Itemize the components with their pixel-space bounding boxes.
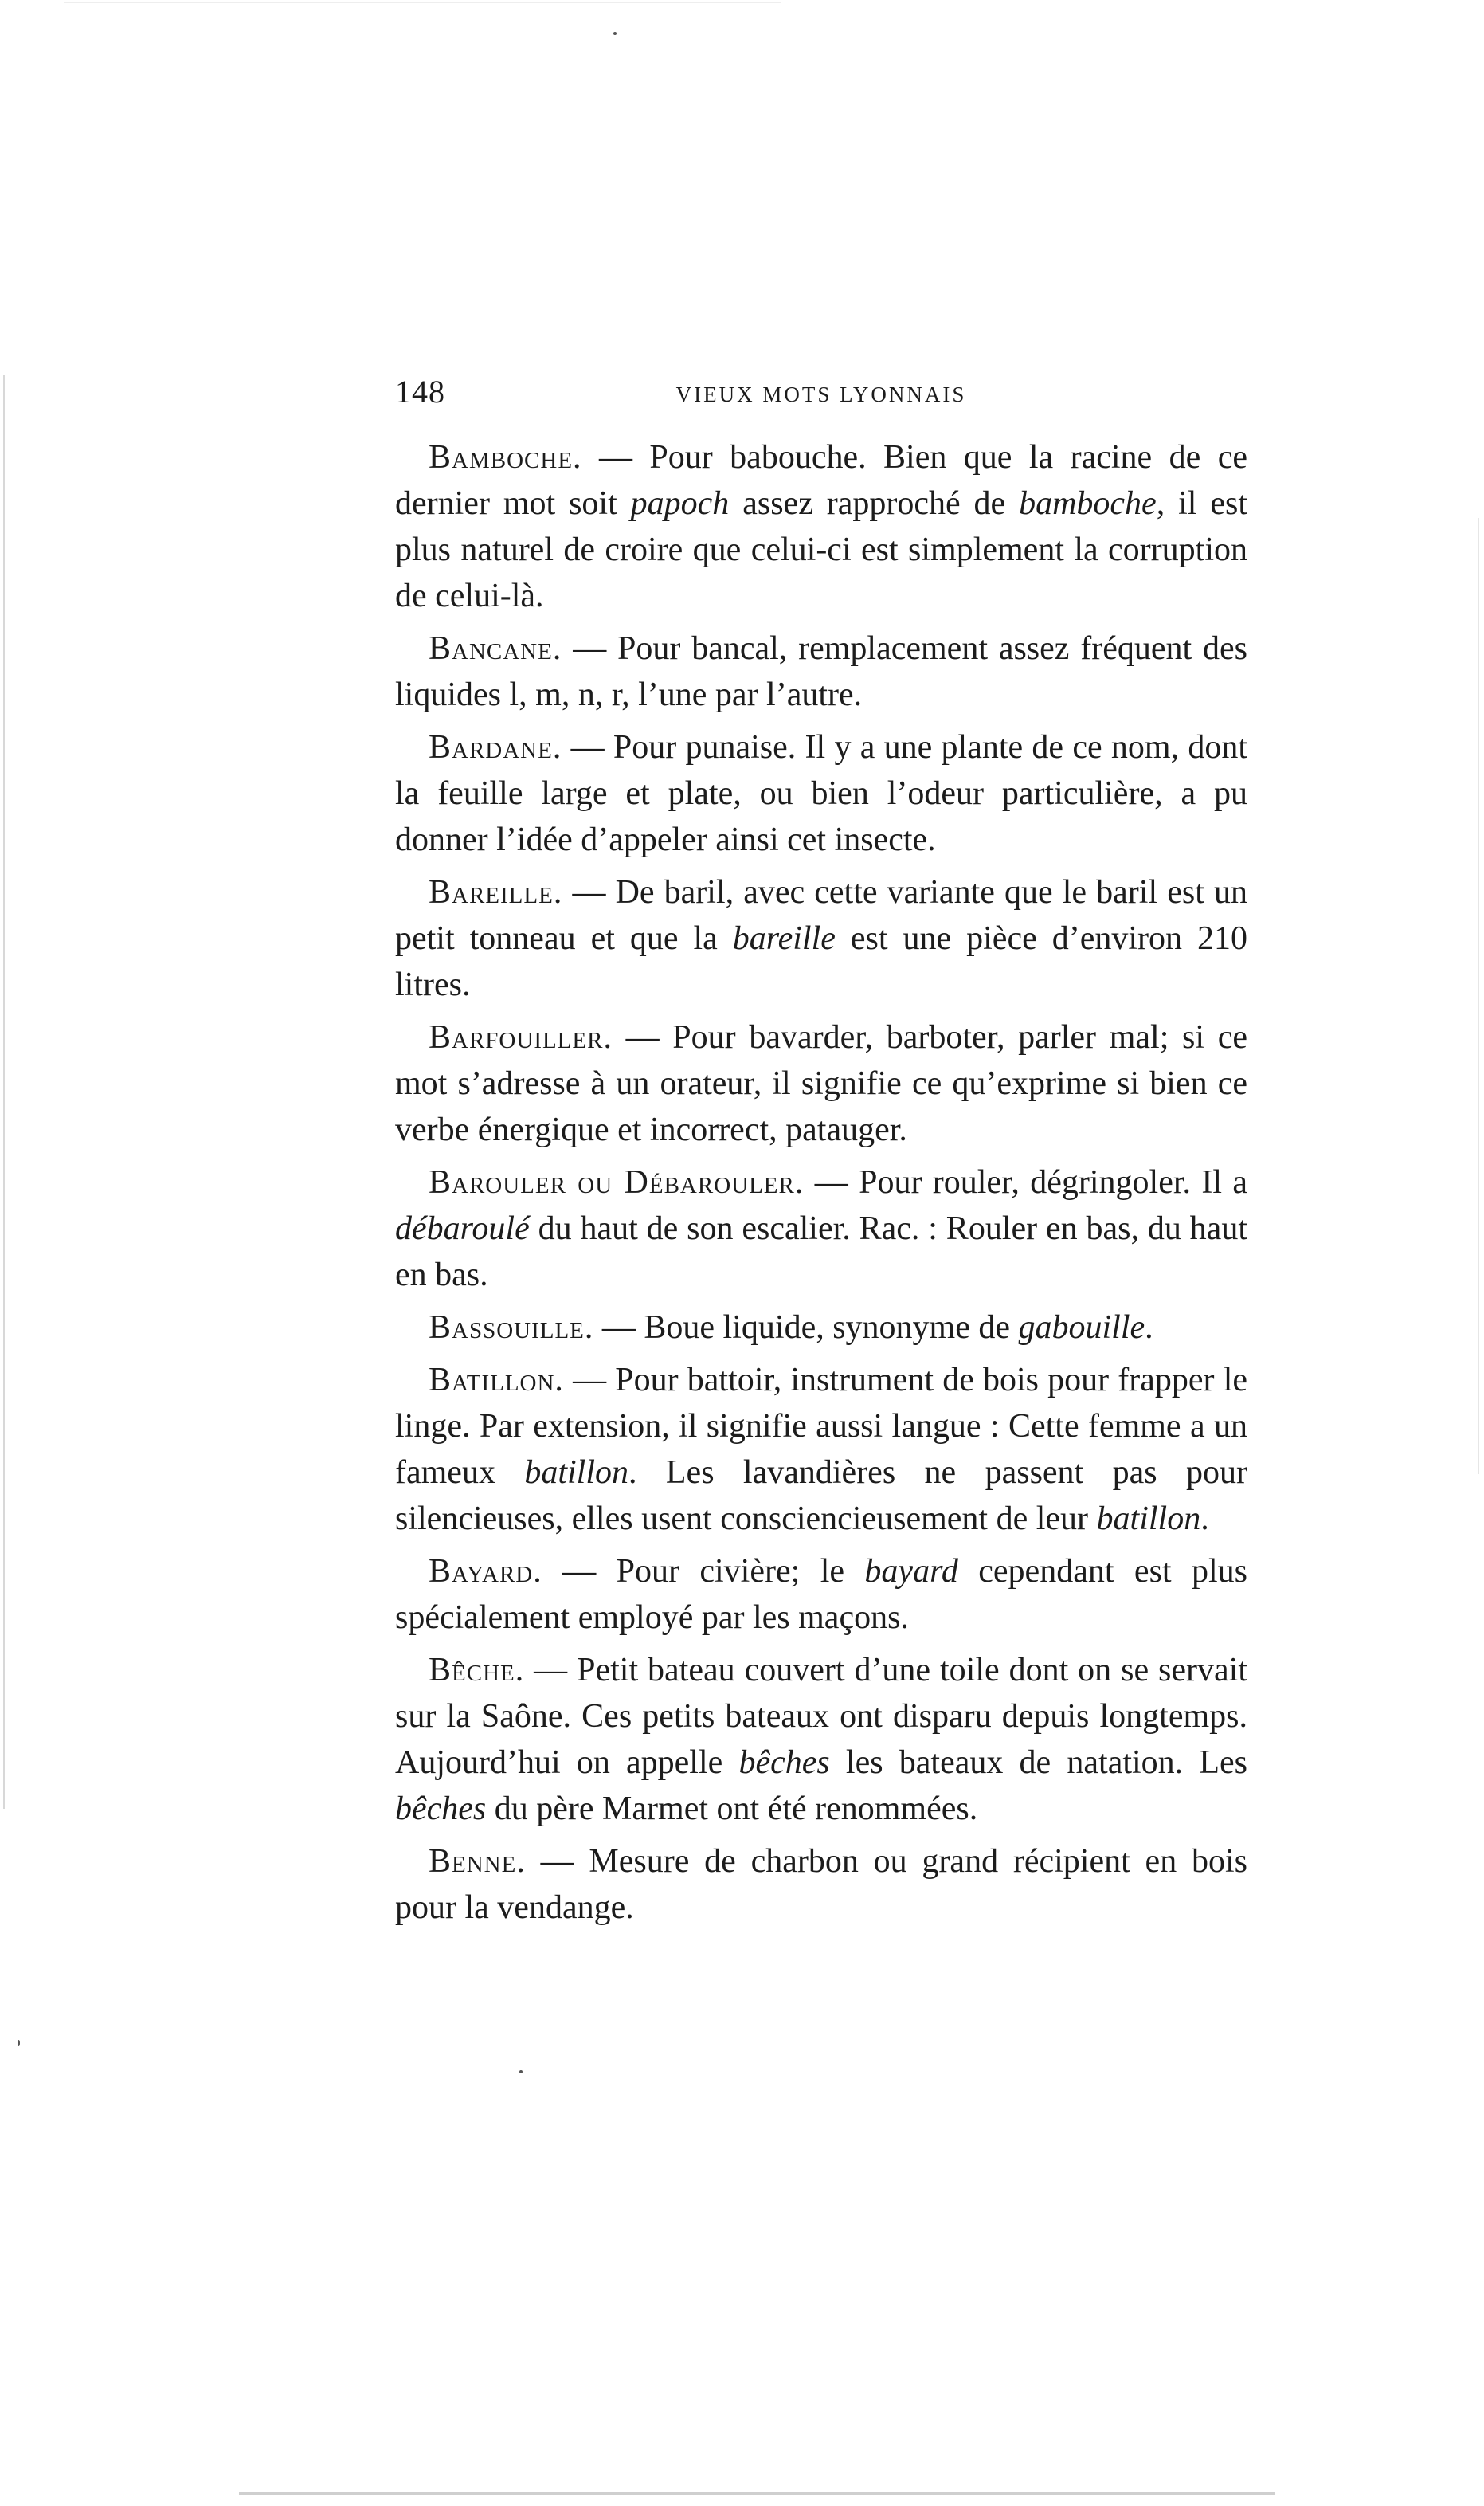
italic-term: débaroulé: [395, 1210, 530, 1247]
headword: Batillon.: [429, 1362, 564, 1398]
headword: Bancane.: [429, 630, 562, 667]
italic-term: bareille: [732, 920, 836, 957]
bottom-edge-rule: [239, 2492, 1275, 2495]
italic-term: bayard: [864, 1553, 958, 1590]
italic-term: batillon: [1096, 1500, 1201, 1537]
entry-bancane: Bancane. — Pour bancal, remplacement assez fréquent des liquides l, m, n, r, l’une par l’autre.: [395, 630, 1248, 713]
entry-barouler: Barouler ou Débarouler. — Pour rouler, dégringoler. Il a débaroulé du haut de son escalier. Rac. : Rouler en bas, du haut en bas.: [395, 1164, 1247, 1293]
italic-term: batillon: [524, 1454, 629, 1491]
entry-batillon: Batillon. — Pour battoir, instrument de bois pour frapper le linge. Par extension, il signifie aussi langue : Cette femme a un fameux batillon. Les lavandières ne passent pas pour silencieuses, elles usent consciencieusement de leur batillon.: [395, 1362, 1248, 1537]
italic-term: bêches: [395, 1790, 487, 1827]
headword: Benne.: [429, 1843, 526, 1880]
headword: Barfouiller.: [429, 1019, 613, 1056]
page-header: [395, 373, 1247, 421]
entry-bamboche: Bamboche. — Pour babouche. Bien que la racine de ce dernier mot soit papoch assez rapproché de bamboche, il est plus naturel de croire que celui-ci est simplement la corruption de celui-là.: [395, 439, 1247, 614]
headword: Bamboche.: [429, 439, 582, 476]
entry-beche: Bêche. — Petit bateau couvert d’une toile dont on se servait sur la Saône. Ces petits bateaux ont disparu depuis longtemps. Aujourd’hui on appelle bêches les bateaux de natation. Les bêches du père Marmet ont été renommées.: [395, 1652, 1247, 1827]
right-margin-rule: [1478, 518, 1479, 1474]
headword: Barouler ou Débarouler.: [429, 1164, 805, 1201]
paper-speck: [613, 32, 617, 35]
running-title: VIEUX MOTS LYONNAIS: [675, 382, 967, 406]
headword: Bareille.: [429, 874, 563, 911]
italic-term: papoch: [630, 485, 730, 522]
paper-speck: [18, 2040, 20, 2046]
entry-bassouille: Bassouille. — Boue liquide, synonyme de gabouille.: [429, 1309, 1153, 1346]
dictionary-entries: [395, 434, 1247, 1937]
top-edge-rule: [64, 2, 781, 3]
page-number: 148: [395, 374, 445, 410]
headword: Bassouille.: [429, 1309, 594, 1346]
entry-benne: Benne. — Mesure de charbon ou grand récipient en bois pour la vendange.: [395, 1843, 1248, 1926]
paper-speck: [519, 2070, 523, 2073]
entry-bareille: Bareille. — De baril, avec cette variante que le baril est un petit tonneau et que la bareille est une pièce d’environ 210 litres.: [395, 874, 1248, 1003]
left-margin-rule: [3, 375, 5, 1809]
italic-term: bamboche: [1019, 485, 1157, 522]
headword: Bêche.: [429, 1652, 525, 1688]
entry-bardane: Bardane. — Pour punaise. Il y a une plante de ce nom, dont la feuille large et plate, ou bien l’odeur particulière, a pu donner l’idée d’appeler ainsi cet insecte.: [395, 729, 1247, 858]
entry-bayard: Bayard. — Pour civière; le bayard cependant est plus spécialement employé par les maçons.: [395, 1553, 1248, 1636]
italic-term: gabouille: [1018, 1309, 1145, 1346]
headword: Bardane.: [429, 729, 562, 766]
entry-barfouiller: Barfouiller. — Pour bavarder, barboter, parler mal; si ce mot s’adresse à un orateur, il signifie ce qu’exprime si bien ce verbe énergique et incorrect, patauger.: [395, 1019, 1247, 1148]
headword: Bayard.: [429, 1553, 542, 1590]
italic-term: bêches: [738, 1744, 830, 1781]
